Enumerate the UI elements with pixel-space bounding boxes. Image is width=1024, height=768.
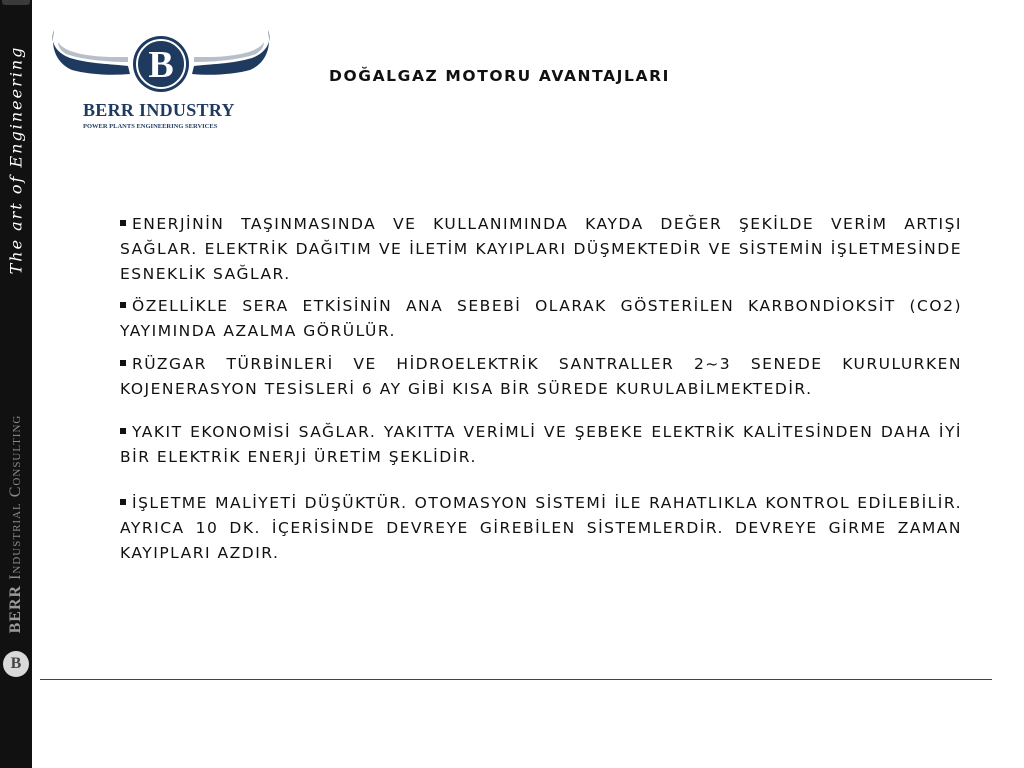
sidebar-badge-letter: B bbox=[10, 655, 22, 672]
bullet-marker-icon bbox=[120, 360, 126, 366]
bullet-item bbox=[120, 491, 962, 566]
bullet-marker-icon bbox=[120, 220, 126, 226]
sidebar-tagline: The art of Engineering bbox=[6, 45, 26, 275]
logo-emblem-letter: B bbox=[148, 44, 174, 86]
bullet-item bbox=[120, 294, 962, 344]
footer-divider bbox=[40, 679, 992, 680]
company-logo bbox=[50, 26, 272, 136]
side-bar bbox=[0, 0, 32, 768]
bullet-item bbox=[120, 352, 962, 402]
bullet-text: YAKIT EKONOMİSİ SAĞLAR. YAKITTA VERİMLİ VE ŞEBEKE ELEKTRİK KALİTESİNDEN DAHA İYİ BİR ELEKTRİK ENERJİ ÜRETİM ŞEKLİDİR. bbox=[120, 423, 962, 466]
slide-title: DOĞALGAZ MOTORU AVANTAJLARI bbox=[329, 67, 671, 85]
bullet-text: ENERJİNİN TAŞINMASINDA VE KULLANIMINDA KAYDA DEĞER ŞEKİLDE VERİM ARTIŞI SAĞLAR. ELEKTRİK DAĞITIM VE İLETİM KAYIPLARI DÜŞMEKTEDİR VE SİSTEMİN İŞLETMESİNDE ESNEKLİK SAĞLAR. bbox=[120, 215, 962, 283]
bullet-item bbox=[120, 420, 962, 470]
bullet-text: İŞLETME MALİYETİ DÜŞÜKTÜR. OTOMASYON SİSTEMİ İLE RAHATLIKLA KONTROL EDİLEBİLİR. AYRICA 10 DK. İÇERİSİNDE DEVREYE GİREBİLEN SİSTEMLERDİR. DEVREYE GİRME ZAMAN KAYIPLARI AZDIR. bbox=[120, 494, 962, 562]
bullet-marker-icon bbox=[120, 499, 126, 505]
logo-subtitle: POWER PLANTS ENGINEERING SERVICES bbox=[83, 123, 218, 130]
sidebar-brand-rest: Industrial Consulting bbox=[7, 414, 24, 580]
logo-wings-emblem bbox=[50, 26, 272, 98]
bullet-marker-icon bbox=[120, 428, 126, 434]
sidebar-top-tab bbox=[2, 0, 30, 5]
sidebar-brand bbox=[7, 415, 25, 634]
bullet-list bbox=[120, 212, 962, 566]
bullet-marker-icon bbox=[120, 302, 126, 308]
bullet-text: RÜZGAR TÜRBİNLERİ VE HİDROELEKTRİK SANTRALLER 2~3 SENEDE KURULURKEN KOJENERASYON TESİSLERİ 6 AY GİBİ KISA BİR SÜREDE KURULABİLMEKTEDİR. bbox=[120, 355, 962, 398]
bullet-text: ÖZELLİKLE SERA ETKİSİNİN ANA SEBEBİ OLARAK GÖSTERİLEN KARBONDİOKSİT (CO2) YAYIMINDA AZALMA GÖRÜLÜR. bbox=[120, 297, 962, 340]
sidebar-brand-bold: BERR bbox=[7, 584, 24, 634]
sidebar-logo-badge bbox=[3, 651, 29, 677]
logo-company-name: BERR INDUSTRY bbox=[83, 100, 235, 120]
bullet-item bbox=[120, 212, 962, 287]
